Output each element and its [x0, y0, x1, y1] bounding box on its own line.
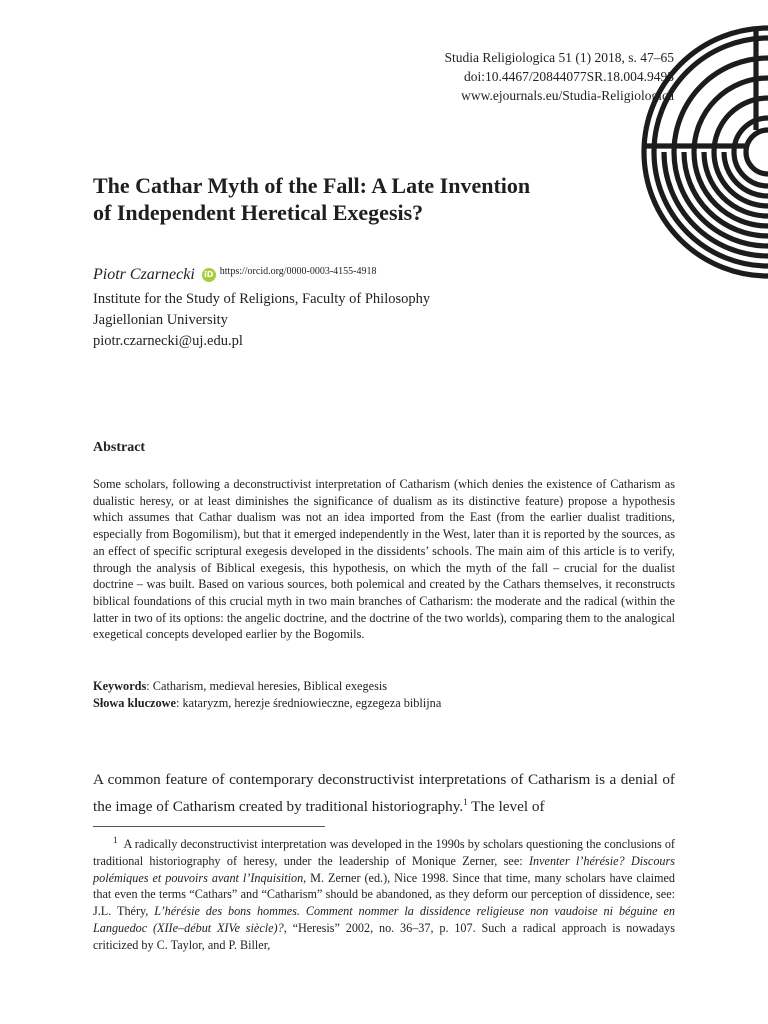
keywords-text: Catharism, medieval heresies, Biblical exegesis — [152, 679, 388, 693]
author-email[interactable]: piotr.czarnecki@uj.edu.pl — [93, 333, 243, 349]
footnote-article-title: L’hérésie des bons hommes. Comment nommer la dissidence religieuse non vaudoise ni béguine en Languedoc (XIIe–début XIVe siècle)? — [93, 904, 675, 936]
orcid-icon[interactable]: iD — [202, 268, 216, 282]
affiliation-institute: Institute for the Study of Religions, Faculty of Philosophy — [93, 291, 431, 307]
author-line — [93, 266, 377, 284]
body-paragraph — [93, 769, 675, 818]
affiliation-block — [93, 289, 430, 352]
orcid-link[interactable]: https://orcid.org/0000-0003-4155-4918 — [219, 266, 377, 277]
affiliation-university: Jagiellonian University — [93, 312, 228, 328]
footnote-text-3: , “Heresis” 2002, no. 36–37, p. 107. Such a radical approach is nowadays criticized by C. Taylor, and P. Biller, — [93, 921, 675, 952]
labyrinth-logo-icon — [638, 22, 768, 282]
keywords-en: Keywords: Catharism, medieval heresies, Biblical exegesis — [93, 679, 388, 693]
doi-line: doi:10.4467/20844077SR.18.004.9493 — [463, 69, 674, 84]
footnote-ref[interactable]: 1 — [463, 797, 468, 807]
footnote-divider — [93, 826, 325, 827]
slowa-kluczowe-label: Słowa kluczowe — [93, 695, 177, 710]
intro-text: A common feature of contemporary deconstructivist interpretations of Catharism is a denial of the image of Catharism created by traditional historiography. — [93, 771, 675, 816]
abstract-text: Some scholars, following a deconstructivist interpretation of Catharism (which denies the existence of Catharism as dualistic heresy, or at least diminishes the significance of dualism as its distinctive feature) propose a hypothesis which assumes that Cathar dualism was not an idea imported from the East (from the earlier dualist traditions, especially from Bogomilism), but that it emerged independently in the West, later than it is reported by the sources, as an effect of specific scriptural exegesis developed in the dissidents’ schools. The main aim of this article is to verify, through the analysis of Biblical exegesis, this hypothesis, on which the myth of the fall – crucial for the dualist doctrine – was built. Based on various sources, both polemical and created by the Cathars themselves, it reconstructs biblical foundations of this crucial myth in two main branches of Catharism: the moderate and the radical (within the latter in two of its options: the angelic doctrine, and the doctrine of the two worlds), comparing them to the analogical exegetical concepts developed earlier by the Bogomils. — [93, 477, 675, 642]
author-name: Piotr Czarnecki — [93, 266, 195, 283]
keywords-block — [93, 678, 675, 711]
footnote — [93, 832, 675, 954]
journal-url: www.ejournals.eu/Studia-Religiologica — [461, 88, 674, 103]
footnote-text-2: , M. Zerner (ed.), Nice 1998. Since that time, many scholars have claimed that even the terms “Cathars” and “Catharism” should be abandoned, as they deform our perception of dissidence, see: J.L. Théry, — [93, 870, 675, 919]
footnote-book-title: Inventer l’hérésie? Discours polémiques et pouvoirs avant l’Inquisition — [93, 853, 675, 885]
abstract-heading: Abstract — [93, 440, 146, 455]
title-line-2: of Independent Heretical Exegesis? — [93, 200, 424, 225]
title-line-1: The Cathar Myth of the Fall: A Late Invention — [93, 173, 531, 198]
intro-tail: The level of — [467, 798, 545, 816]
journal-citation: Studia Religiologica 51 (1) 2018, s. 47–65 — [444, 50, 674, 65]
keywords-pl: Słowa kluczowe: kataryzm, herezje średniowieczne, egzegeza biblijna — [93, 695, 442, 710]
slowa-kluczowe-text: kataryzm, herezje średniowieczne, egzegeza biblijna — [182, 695, 442, 710]
article-title — [93, 172, 613, 226]
footnote-number: 1 — [113, 835, 118, 845]
footnote-text-1: A radically deconstructivist interpretation was developed in the 1990s by scholars questioning the conclusions of traditional historiography of heresy, under the leadership of Monique Zerner, see: — [93, 837, 675, 868]
keywords-label: Keywords — [93, 679, 147, 693]
